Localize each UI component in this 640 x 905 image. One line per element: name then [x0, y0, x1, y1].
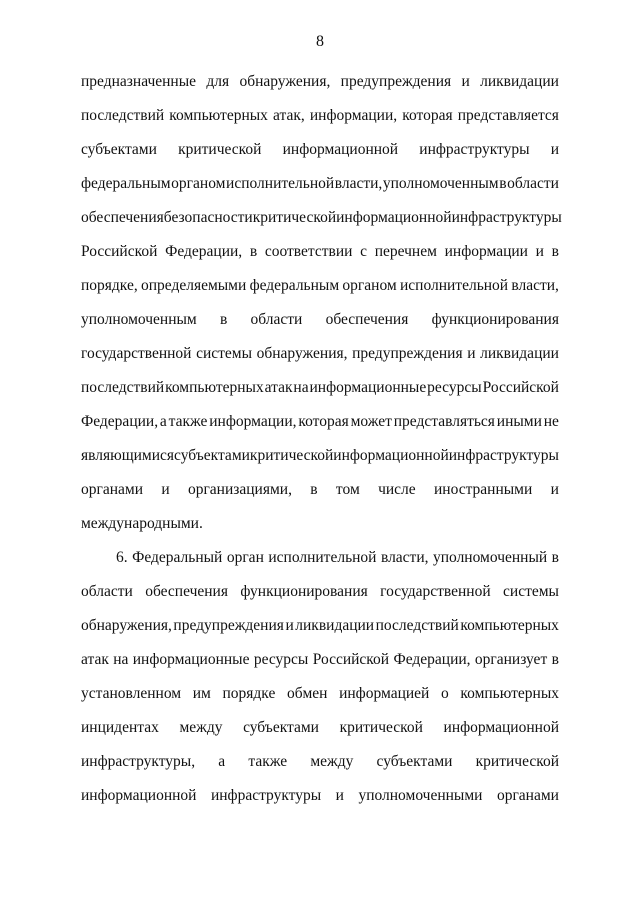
word: атак	[264, 379, 293, 396]
word: иностранными	[433, 481, 533, 498]
word: в	[499, 175, 507, 192]
word: том	[335, 481, 360, 498]
word: Российской	[312, 651, 390, 668]
word: критической	[252, 209, 337, 226]
word: Федерации,	[81, 413, 159, 430]
word: ликвидации	[480, 345, 559, 362]
word: Федерации,	[393, 651, 471, 668]
word: и	[467, 345, 476, 362]
word: уполномоченным	[81, 311, 197, 328]
word: предупреждения	[340, 73, 452, 90]
word: не	[543, 413, 559, 430]
word: ликвидации	[295, 617, 375, 634]
word: критической	[475, 753, 559, 770]
word: в	[551, 243, 559, 260]
word: уполномоченный	[432, 549, 548, 566]
word: информации,	[209, 413, 297, 430]
word: компьютерных	[460, 685, 559, 702]
word: инфраструктуры	[448, 447, 559, 464]
word: на	[293, 379, 309, 396]
word: обеспечения	[145, 583, 228, 600]
word: компьютерных	[165, 379, 264, 396]
word: уполномоченным	[382, 175, 499, 192]
word: власти,	[380, 549, 429, 566]
word: орган	[226, 549, 264, 566]
word: федеральным	[81, 175, 171, 192]
word: критической	[249, 447, 334, 464]
word: области	[81, 583, 133, 600]
word: компьютерных	[169, 107, 268, 124]
word: организует	[474, 651, 548, 668]
text-line	[81, 582, 559, 602]
word: власти,	[511, 277, 559, 294]
word: предназначенные	[81, 73, 197, 90]
word: Российской	[482, 379, 559, 396]
word: обнаружения,	[239, 73, 331, 90]
text-line	[81, 412, 559, 432]
text-line	[81, 786, 559, 806]
word: атак	[81, 651, 109, 668]
word: информации	[444, 243, 528, 260]
word: порядке	[222, 685, 276, 702]
word: информацией	[339, 685, 430, 702]
word: обнаружения,	[81, 617, 172, 634]
word: инфраструктуры	[451, 209, 562, 226]
word: субъектами	[81, 141, 157, 158]
word: являющимися	[81, 447, 175, 464]
word: которая	[298, 413, 349, 430]
word: на	[113, 651, 129, 668]
word: критической	[178, 141, 262, 158]
word: функционирования	[240, 583, 368, 600]
word: обеспечения	[81, 209, 164, 226]
word: информационной	[81, 787, 197, 804]
word: инфраструктуры,	[81, 753, 196, 770]
word: и	[161, 481, 170, 498]
word: критической	[339, 719, 423, 736]
word: компьютерных	[460, 617, 559, 634]
word: последствий	[375, 617, 459, 634]
word: а	[218, 753, 226, 770]
word: иными	[496, 413, 542, 430]
word: исполнительной	[226, 175, 335, 192]
word: обеспечения	[325, 311, 409, 328]
word: в	[310, 481, 318, 498]
word: последствий	[81, 379, 165, 396]
word: определяемыми	[140, 277, 247, 294]
word: и	[550, 141, 559, 158]
word: федеральным	[249, 277, 340, 294]
word: установленном	[81, 685, 182, 702]
word: органами	[496, 787, 559, 804]
word: о	[440, 685, 449, 702]
word: обнаружения,	[256, 345, 348, 362]
word: исполнительной	[399, 277, 509, 294]
word: информационной	[336, 209, 452, 226]
word: организациями,	[187, 481, 292, 498]
word: числе	[378, 481, 416, 498]
word: органами	[81, 481, 144, 498]
word: Федерации,	[165, 243, 243, 260]
word: информационной	[443, 719, 559, 736]
word: информационные	[132, 651, 250, 668]
word: порядке,	[81, 277, 138, 294]
word: системы	[196, 345, 253, 362]
text-line: международными.	[81, 515, 203, 532]
word: между	[179, 719, 223, 736]
word: инфраструктуры	[210, 787, 322, 804]
text-line	[81, 616, 559, 636]
word: обмен	[286, 685, 328, 702]
text-line	[116, 548, 559, 568]
word: атак,	[273, 107, 305, 124]
text-line	[81, 446, 559, 466]
word: представляется	[457, 107, 559, 124]
text-line	[81, 378, 559, 398]
word: ресурсы	[427, 379, 482, 396]
word: в	[551, 549, 559, 566]
text-line	[81, 310, 559, 330]
word: и	[550, 481, 559, 498]
word: функционирования	[431, 311, 559, 328]
word: субъектами	[376, 753, 453, 770]
word: с	[360, 243, 368, 260]
word: власти,	[334, 175, 383, 192]
word: может	[350, 413, 392, 430]
word: области	[507, 175, 559, 192]
word: и	[285, 617, 294, 634]
word: представляться	[393, 413, 495, 430]
word: между	[310, 753, 354, 770]
text-line	[81, 242, 559, 262]
word: предупреждения	[352, 345, 463, 362]
word: информационной	[282, 141, 399, 158]
word: инцидентах	[81, 719, 159, 736]
word: и	[535, 243, 544, 260]
word: органом	[171, 175, 226, 192]
text-line	[81, 480, 559, 500]
page-number: 8	[316, 33, 324, 50]
text-line	[81, 140, 559, 160]
word: системы	[503, 583, 559, 600]
word: субъектами	[174, 447, 250, 464]
word: субъектами	[243, 719, 319, 736]
word: и	[461, 73, 470, 90]
text-line	[81, 174, 559, 194]
word: исполнительной	[268, 549, 377, 566]
word: перечнем	[374, 243, 437, 260]
word: органом	[342, 277, 397, 294]
word: Федеральный	[132, 549, 223, 566]
word: инфраструктуры	[419, 141, 530, 158]
word: им	[192, 685, 211, 702]
text-line	[81, 208, 562, 228]
word: уполномоченными	[358, 787, 483, 804]
word: и	[335, 787, 344, 804]
word: информации,	[309, 107, 398, 124]
text-line	[81, 344, 559, 364]
word: ресурсы	[253, 651, 309, 668]
text-line	[81, 752, 559, 772]
word: также	[168, 413, 208, 430]
word: которая	[402, 107, 453, 124]
word: государственной	[380, 583, 491, 600]
word: Российской	[81, 243, 158, 260]
word: для	[206, 73, 230, 90]
text-line	[81, 684, 559, 704]
word: государственной	[81, 345, 192, 362]
text-line	[81, 72, 559, 92]
word: информационной	[333, 447, 449, 464]
text-line	[81, 106, 559, 126]
word: также	[248, 753, 288, 770]
text-line	[81, 718, 559, 738]
word: ликвидации	[480, 73, 559, 90]
text-line	[81, 650, 559, 670]
word: последствий	[81, 107, 165, 124]
word: в	[551, 651, 559, 668]
word: области	[250, 311, 303, 328]
word: в	[249, 243, 258, 260]
word: 6.	[116, 549, 128, 566]
text-line	[81, 276, 559, 296]
word: предупреждения	[173, 617, 284, 634]
word: безопасности	[163, 209, 253, 226]
word: а	[159, 413, 167, 430]
word: в	[219, 311, 228, 328]
word: информационные	[309, 379, 427, 396]
word: соответствии	[264, 243, 353, 260]
